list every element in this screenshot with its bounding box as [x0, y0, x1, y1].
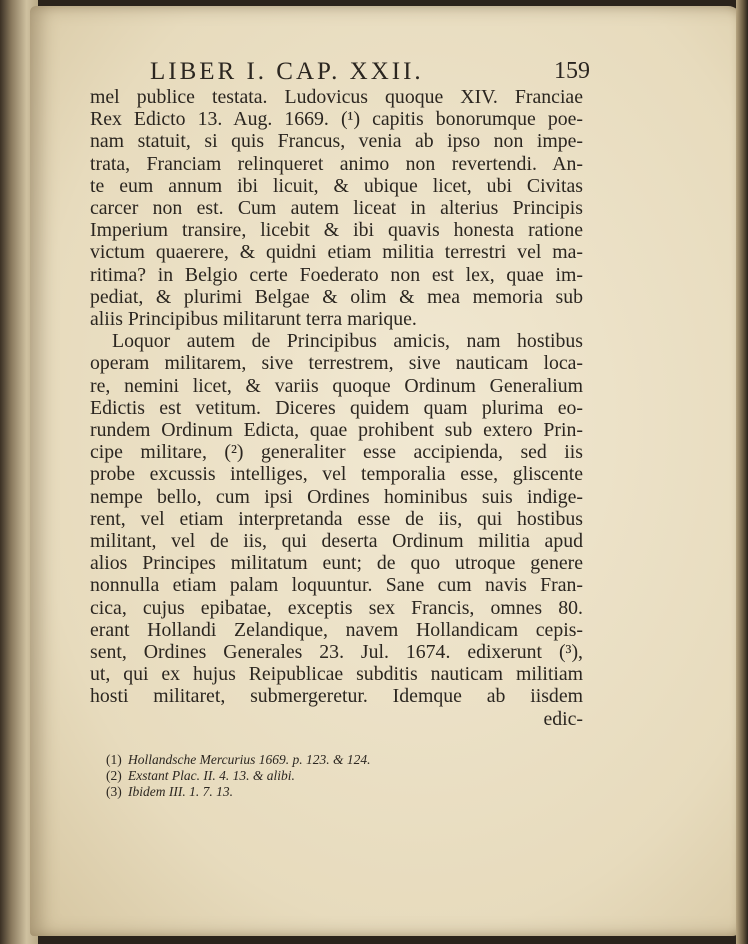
text-line: rent, vel etiam interpretanda esse de iis, qui hostibus — [90, 507, 583, 530]
text-line: hosti militaret, submergeretur. Idemque ab iisdem — [90, 685, 583, 708]
text-line: nonnulla etiam palam loquuntur. Sane cum navis Fran- — [90, 574, 583, 597]
text-line: victum quaerere, & quidni etiam militia terrestri vel ma- — [90, 241, 583, 264]
footnote — [106, 784, 506, 800]
footnote-mark: (3) — [106, 784, 122, 799]
text-line: nempe bello, cum ipsi Ordines hominibus suis indige- — [90, 485, 583, 508]
text-line: Imperium transire, licebit & ibi quavis honesta ratione — [90, 219, 583, 242]
text-line: Edictis est vetitum. Diceres quidem quam plurima eo- — [90, 396, 583, 419]
text-line: re, nemini licet, & variis quoque Ordinum Generalium — [90, 374, 583, 397]
footnote-mark: (2) — [106, 768, 122, 783]
text-line: ritima? in Belgio certe Foederato non est lex, quae im- — [90, 263, 583, 286]
footnote-text: Exstant Plac. II. 4. 13. & alibi. — [128, 768, 295, 783]
text-line: ut, qui ex hujus Reipublicae subditis nauticam militiam — [90, 663, 583, 686]
catchword: edic- — [543, 707, 583, 730]
text-line: trata, Franciam relinqueret animo non revertendi. An- — [90, 152, 583, 175]
text-line: Loquor autem de Principibus amicis, nam hostibus — [112, 330, 583, 353]
footnote-text: Hollandsche Mercurius 1669. p. 123. & 124. — [128, 752, 371, 767]
text-line: erant Hollandi Zelandique, navem Hollandicam cepis- — [90, 618, 583, 641]
footnote-text: Ibidem III. 1. 7. 13. — [128, 784, 233, 799]
text-line: operam militarem, sive terrestrem, sive nauticam loca- — [90, 352, 583, 375]
page-fore-edge — [736, 0, 748, 944]
text-line: pediat, & plurimi Belgae & olim & mea memoria sub — [90, 285, 583, 308]
text-line: probe excussis intelliges, vel temporalia esse, gliscente — [90, 463, 583, 486]
text-line: nam statuit, si quis Francus, venia ab ipso non impe- — [90, 130, 583, 153]
text-line: Rex Edicto 13. Aug. 1669. (¹) capitis bonorumque poe- — [90, 108, 583, 131]
text-line: carcer non est. Cum autem liceat in alterius Principis — [90, 197, 583, 220]
text-line: aliis Principibus militarunt terra marique. — [90, 308, 417, 331]
body-text — [90, 86, 583, 730]
text-line: sent, Ordines Generales 23. Jul. 1674. edixerunt (³), — [90, 641, 583, 664]
running-head — [150, 58, 590, 88]
text-line: mel publice testata. Ludovicus quoque XIV. Franciae — [90, 86, 583, 108]
text-line: rundem Ordinum Edicta, quae prohibent sub extero Prin- — [90, 419, 583, 442]
text-line: cica, cujus epibatae, exceptis sex Francis, omnes 80. — [90, 596, 583, 619]
text-line: te eum annum ibi licuit, & ubique licet, ubi Civitas — [90, 174, 583, 197]
footnote — [106, 768, 506, 784]
footnote-mark: (1) — [106, 752, 122, 767]
text-line: alios Principes militatum eunt; de quo utroque genere — [90, 552, 583, 575]
page-number: 159 — [554, 58, 590, 84]
footnote — [106, 752, 506, 768]
running-title: LIBER I. CAP. XXII. — [150, 58, 424, 85]
text-line: militant, vel de iis, qui deserta Ordinum militia apud — [90, 530, 583, 553]
text-line: cipe militare, (²) generaliter esse accipienda, sed iis — [90, 441, 583, 464]
footnotes — [106, 752, 506, 800]
